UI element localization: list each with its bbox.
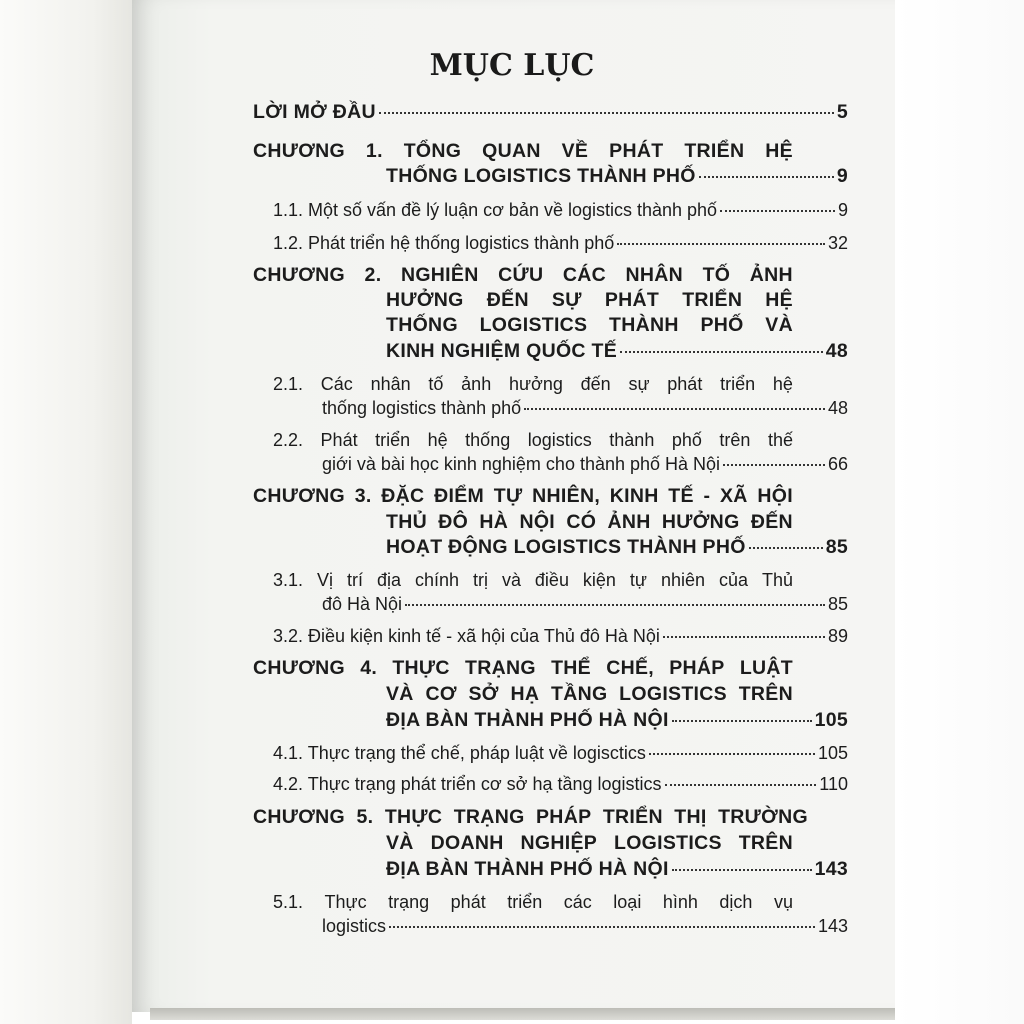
dot-leader xyxy=(672,869,812,871)
toc-page-number: 66 xyxy=(827,454,848,474)
toc-entry-word: CHƯƠNG xyxy=(253,657,346,679)
toc-entry-word: kiện xyxy=(582,570,616,590)
toc-entry-word: HỘI xyxy=(757,485,793,507)
toc-entry-word: HÀ xyxy=(479,511,509,533)
toc-entry-text: thống logistics thành phố xyxy=(322,398,522,418)
toc-entry-text: THỐNG LOGISTICS THÀNH PHỐ xyxy=(386,165,696,187)
toc-page-number: 89 xyxy=(827,626,848,646)
toc-entry-word: TRÊN xyxy=(738,832,793,854)
toc-entry-word: 2.1. xyxy=(273,374,304,394)
toc-entry-word: TRIỂN xyxy=(682,289,743,311)
toc-entry-word: chính xyxy=(414,570,459,590)
toc-entry-word: vụ xyxy=(773,892,793,912)
toc-entry-word: THỂ xyxy=(551,657,591,679)
dot-leader xyxy=(723,464,825,466)
toc-entry-word: NHIÊN, xyxy=(532,485,601,507)
dot-leader xyxy=(405,604,825,606)
toc-entry-word: ĐIỂM xyxy=(434,485,485,507)
dot-leader xyxy=(617,243,825,245)
toc-entry-word: SỞ xyxy=(468,683,499,705)
toc-entry-word: HƯỞNG xyxy=(386,289,464,311)
toc-entry-word: KINH xyxy=(609,485,659,507)
toc-page-number: 85 xyxy=(825,536,848,558)
toc-entry-word: - xyxy=(703,485,711,507)
toc-entry-word: TRƯỜNG xyxy=(718,806,808,828)
toc-entry-word: TỔNG xyxy=(403,140,462,162)
toc-entry-word: điều xyxy=(534,570,569,590)
toc-entry-word: LOGISTICS xyxy=(479,314,588,336)
toc-entry-word: SỰ xyxy=(551,289,582,311)
dot-leader xyxy=(699,176,834,178)
toc-page-number: 9 xyxy=(836,165,848,187)
right-margin-background xyxy=(895,0,1024,1024)
toc-entry-word: logistics xyxy=(527,430,592,450)
toc-entry-word: HẠ xyxy=(510,683,540,705)
toc-entry-word: ẢNH xyxy=(749,264,793,286)
toc-entry-word: TRIỂN xyxy=(684,140,745,162)
toc-entry-word: CƠ xyxy=(425,683,457,705)
toc-entry-word: THỊ xyxy=(674,806,707,828)
left-margin-background xyxy=(0,0,132,1024)
toc-entry-word: 4. xyxy=(360,657,378,679)
toc-entry-word: NGHIỆP xyxy=(520,832,598,854)
toc-entry-word: Phát xyxy=(320,430,358,450)
dot-leader xyxy=(620,351,823,353)
toc-entry-word: PHÁP xyxy=(536,806,592,828)
toc-entry-word: TẾ xyxy=(668,485,694,507)
toc-entry-word: 1. xyxy=(365,140,383,162)
toc-entry-text: KINH NGHIỆM QUỐC TẾ xyxy=(386,340,618,362)
toc-entry-word: Thực xyxy=(324,892,367,912)
dot-leader xyxy=(665,784,817,786)
toc-entry-text: 4.1. Thực trạng thể chế, pháp luật về logisctics xyxy=(273,743,646,763)
toc-page-number: 85 xyxy=(827,594,848,614)
toc-entry-word: trên xyxy=(719,430,751,450)
toc-entry-word: THỰC xyxy=(384,806,443,828)
toc-entry-word: NGHIÊN xyxy=(400,264,479,286)
dot-leader xyxy=(649,753,815,755)
toc-entry-word: và xyxy=(501,570,521,590)
toc-entry-word: TRÊN xyxy=(738,683,793,705)
dot-leader xyxy=(389,926,815,928)
toc-entry-word: phố xyxy=(671,430,702,450)
toc-page-number: 105 xyxy=(817,743,848,763)
toc-entry-word: LOGISTICS xyxy=(614,832,722,854)
dot-leader xyxy=(749,547,823,549)
toc-entry-word: ĐẾN xyxy=(750,511,793,533)
toc-entry-text: ĐỊA BÀN THÀNH PHỐ HÀ NỘI xyxy=(386,709,669,731)
toc-entry-word: hình xyxy=(662,892,698,912)
toc-entry-word: 2. xyxy=(364,264,382,286)
toc-entry-word: Vị xyxy=(317,570,334,590)
toc-entry-text: 3.2. Điều kiện kinh tế - xã hội của Thủ đô Hà Nội xyxy=(273,626,660,646)
toc-entry-word: 5. xyxy=(356,806,374,828)
toc-entry-word: 2.2. xyxy=(273,430,304,450)
toc-entry-word: TỐ xyxy=(702,264,731,286)
toc-entry-word: trị xyxy=(472,570,488,590)
toc-entry-text: giới và bài học kinh nghiệm cho thành phố Hà Nội xyxy=(322,454,721,474)
toc-entry-word: THỰC xyxy=(392,657,450,679)
toc-entry-word: thế xyxy=(767,430,793,450)
toc-entry-word: triển xyxy=(720,374,756,394)
toc-entry-word: đến xyxy=(580,374,611,394)
toc-entry-word: của xyxy=(718,570,748,590)
toc-entry-word: VÀ xyxy=(765,314,793,336)
toc-entry-word: DOANH xyxy=(430,832,504,854)
toc-entry-word: LOGISTICS xyxy=(619,683,727,705)
toc-entry-word: ẢNH xyxy=(607,511,651,533)
toc-page-number: 110 xyxy=(819,774,848,794)
toc-page-number: 143 xyxy=(817,916,848,936)
toc-entry-text: 1.1. Một số vấn đề lý luận cơ bản về logistics thành phố xyxy=(273,200,718,220)
toc-entry-word: các xyxy=(563,892,592,912)
toc-entry-word: 5.1. xyxy=(273,892,304,912)
toc-entry-word: ảnh xyxy=(461,374,492,394)
dot-leader xyxy=(379,112,834,114)
toc-entry-word: CHẾ, xyxy=(606,657,654,679)
toc-entry-word: THÀNH xyxy=(609,314,679,336)
toc-entry-word: PHÁT xyxy=(604,289,660,311)
toc-entry-word: trạng xyxy=(388,892,430,912)
toc-entry-word: triển xyxy=(375,430,411,450)
dot-leader xyxy=(720,210,835,212)
toc-entry-word: phát xyxy=(450,892,486,912)
toc-page-number: 105 xyxy=(814,709,848,731)
toc-entry-word: PHỐ xyxy=(700,314,744,336)
toc-entry-word: hệ xyxy=(427,430,448,450)
toc-entry-word: tự xyxy=(629,570,647,590)
toc-entry-word: CHƯƠNG xyxy=(253,806,346,828)
toc-entry-word: TẦNG xyxy=(550,683,608,705)
toc-entry-text: HOẠT ĐỘNG LOGISTICS THÀNH PHỐ xyxy=(386,536,746,558)
toc-entry-word: hệ xyxy=(772,374,793,394)
toc-entry-word: ĐÔ xyxy=(438,511,469,533)
dot-leader xyxy=(524,408,825,410)
toc-page-number: 9 xyxy=(837,200,848,220)
toc-entry-text: logistics xyxy=(322,916,387,936)
toc-entry-word: NHÂN xyxy=(625,264,684,286)
toc-entry-word: địa xyxy=(376,570,401,590)
toc-entry-word: THỦ xyxy=(386,511,427,533)
page-edge xyxy=(150,1008,895,1020)
toc-entry-word: thành xyxy=(609,430,655,450)
toc-entry-word: NỘI xyxy=(519,511,556,533)
toc-entry-word: Các xyxy=(320,374,353,394)
toc-entry-word: tố xyxy=(428,374,444,394)
toc-entry-word: hưởng xyxy=(508,374,563,394)
toc-entry-word: TRẠNG xyxy=(465,657,536,679)
toc-entry-word: triển xyxy=(507,892,543,912)
page-title: MỤC LỤC xyxy=(429,48,595,83)
toc-entry-word: loại xyxy=(613,892,642,912)
toc-entry-word: phát xyxy=(667,374,703,394)
toc-entry-word: ĐẶC xyxy=(381,485,425,507)
toc-entry-word: TỰ xyxy=(493,485,523,507)
toc-entry-word: LUẬT xyxy=(739,657,793,679)
dot-leader xyxy=(672,720,812,722)
toc-page-number: 5 xyxy=(836,101,848,123)
toc-entry-word: HỆ xyxy=(765,289,793,311)
toc-page-number: 32 xyxy=(827,233,848,253)
dot-leader xyxy=(663,636,825,638)
toc-entry-word: PHÁP xyxy=(669,657,725,679)
toc-entry-word: VỀ xyxy=(561,140,589,162)
toc-entry-word: HƯỞNG xyxy=(661,511,740,533)
toc-entry-text: 1.2. Phát triển hệ thống logistics thành phố xyxy=(273,233,615,253)
toc-entry-word: CHƯƠNG xyxy=(253,485,346,507)
toc-entry-text: ĐỊA BÀN THÀNH PHỐ HÀ NỘI xyxy=(386,858,669,880)
toc-entry-word: thống xyxy=(465,430,511,450)
toc-entry-text: 4.2. Thực trạng phát triển cơ sở hạ tầng logistics xyxy=(273,774,662,794)
toc-entry-word: nhân xyxy=(370,374,411,394)
toc-entry-word: TRIỂN xyxy=(602,806,663,828)
toc-entry-word: Thủ xyxy=(761,570,793,590)
toc-entry-word: CỨU xyxy=(498,264,544,286)
toc-page-number: 48 xyxy=(827,398,848,418)
toc-entry-word: 3.1. xyxy=(273,570,304,590)
toc-entry-word: nhiên xyxy=(660,570,705,590)
toc-page-number: 143 xyxy=(814,858,848,880)
toc-entry-word: 3. xyxy=(354,485,372,507)
toc-entry-word: TRẠNG xyxy=(453,806,525,828)
toc-entry-word: HỆ xyxy=(765,140,793,162)
toc-entry-word: THỐNG xyxy=(386,314,458,336)
toc-entry-word: XÃ xyxy=(720,485,748,507)
toc-entry-word: CÓ xyxy=(566,511,597,533)
toc-entry-text: LỜI MỞ ĐẦU xyxy=(253,101,376,123)
toc-page-number: 48 xyxy=(825,340,848,362)
toc-entry-word: CHƯƠNG xyxy=(253,264,346,286)
toc-entry-word: trí xyxy=(346,570,363,590)
toc-entry-word: CÁC xyxy=(562,264,607,286)
toc-entry-word: sự xyxy=(628,374,650,394)
toc-entry-word: VÀ xyxy=(386,683,414,705)
toc-entry-word: ĐẾN xyxy=(486,289,529,311)
toc-entry-word: QUAN xyxy=(482,140,541,162)
toc-entry-text: đô Hà Nội xyxy=(322,594,403,614)
toc-entry-word: VÀ xyxy=(386,832,414,854)
toc-entry-word: dịch xyxy=(719,892,753,912)
toc-entry-word: CHƯƠNG xyxy=(253,140,346,162)
toc-entry-word: PHÁT xyxy=(609,140,664,162)
